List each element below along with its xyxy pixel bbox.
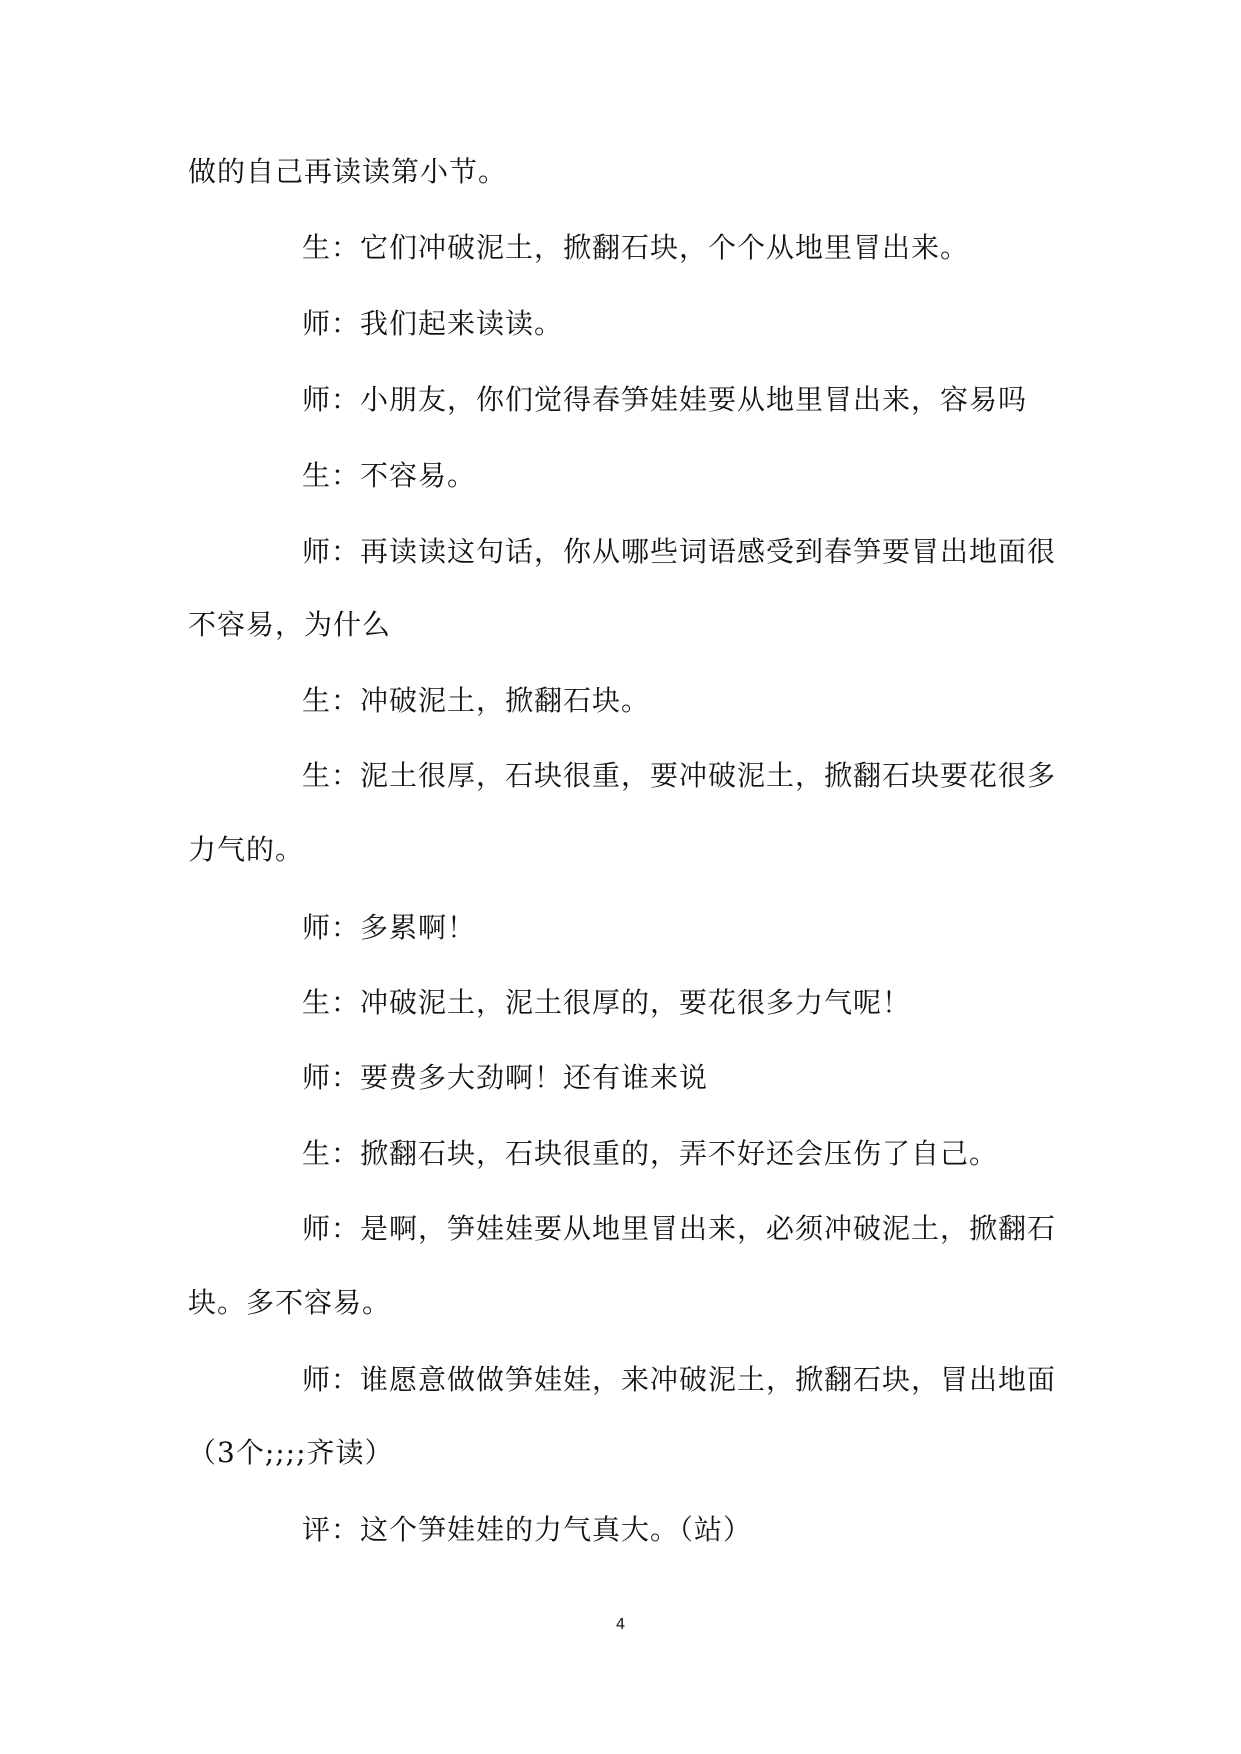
text-line: （3个;;;;齐读） [188,1436,394,1469]
text-line: 师：再读读这句话，你从哪些词语感受到春笋要冒出地面很 [302,535,1057,568]
text-line: 师：我们起来读读。 [302,307,564,340]
text-line: 做的自己再读读第小节。 [188,155,508,188]
text-line: 师：小朋友，你们觉得春笋娃娃要从地里冒出来，容易吗 [302,383,1028,416]
text-line: 师：谁愿意做做笋娃娃，来冲破泥土，掀翻石块，冒出地面 [302,1363,1057,1396]
text-line: 生：冲破泥土，泥土很厚的，要花很多力气呢！ [302,986,912,1019]
text-line: 块。多不容易。 [188,1286,392,1319]
text-line: 生：它们冲破泥土，掀翻石块，个个从地里冒出来。 [302,231,970,264]
text-line: 不容易，为什么 [188,608,392,641]
text-line: 师：是啊，笋娃娃要从地里冒出来，必须冲破泥土，掀翻石 [302,1212,1057,1245]
text-line: 生：冲破泥土，掀翻石块。 [302,684,651,717]
text-line: 师：多累啊！ [302,911,477,944]
text-line: 评：这个笋娃娃的力气真大。（站） [302,1513,753,1546]
text-line: 生：不容易。 [302,459,477,492]
text-line: 力气的。 [188,833,305,866]
text-line: 生：泥土很厚，石块很重，要冲破泥土，掀翻石块要花很多 [302,759,1057,792]
page-number: 4 [615,1615,626,1633]
text-line: 师：要费多大劲啊！还有谁来说 [302,1061,709,1094]
text-line: 生：掀翻石块，石块很重的，弄不好还会压伤了自己。 [302,1137,999,1170]
